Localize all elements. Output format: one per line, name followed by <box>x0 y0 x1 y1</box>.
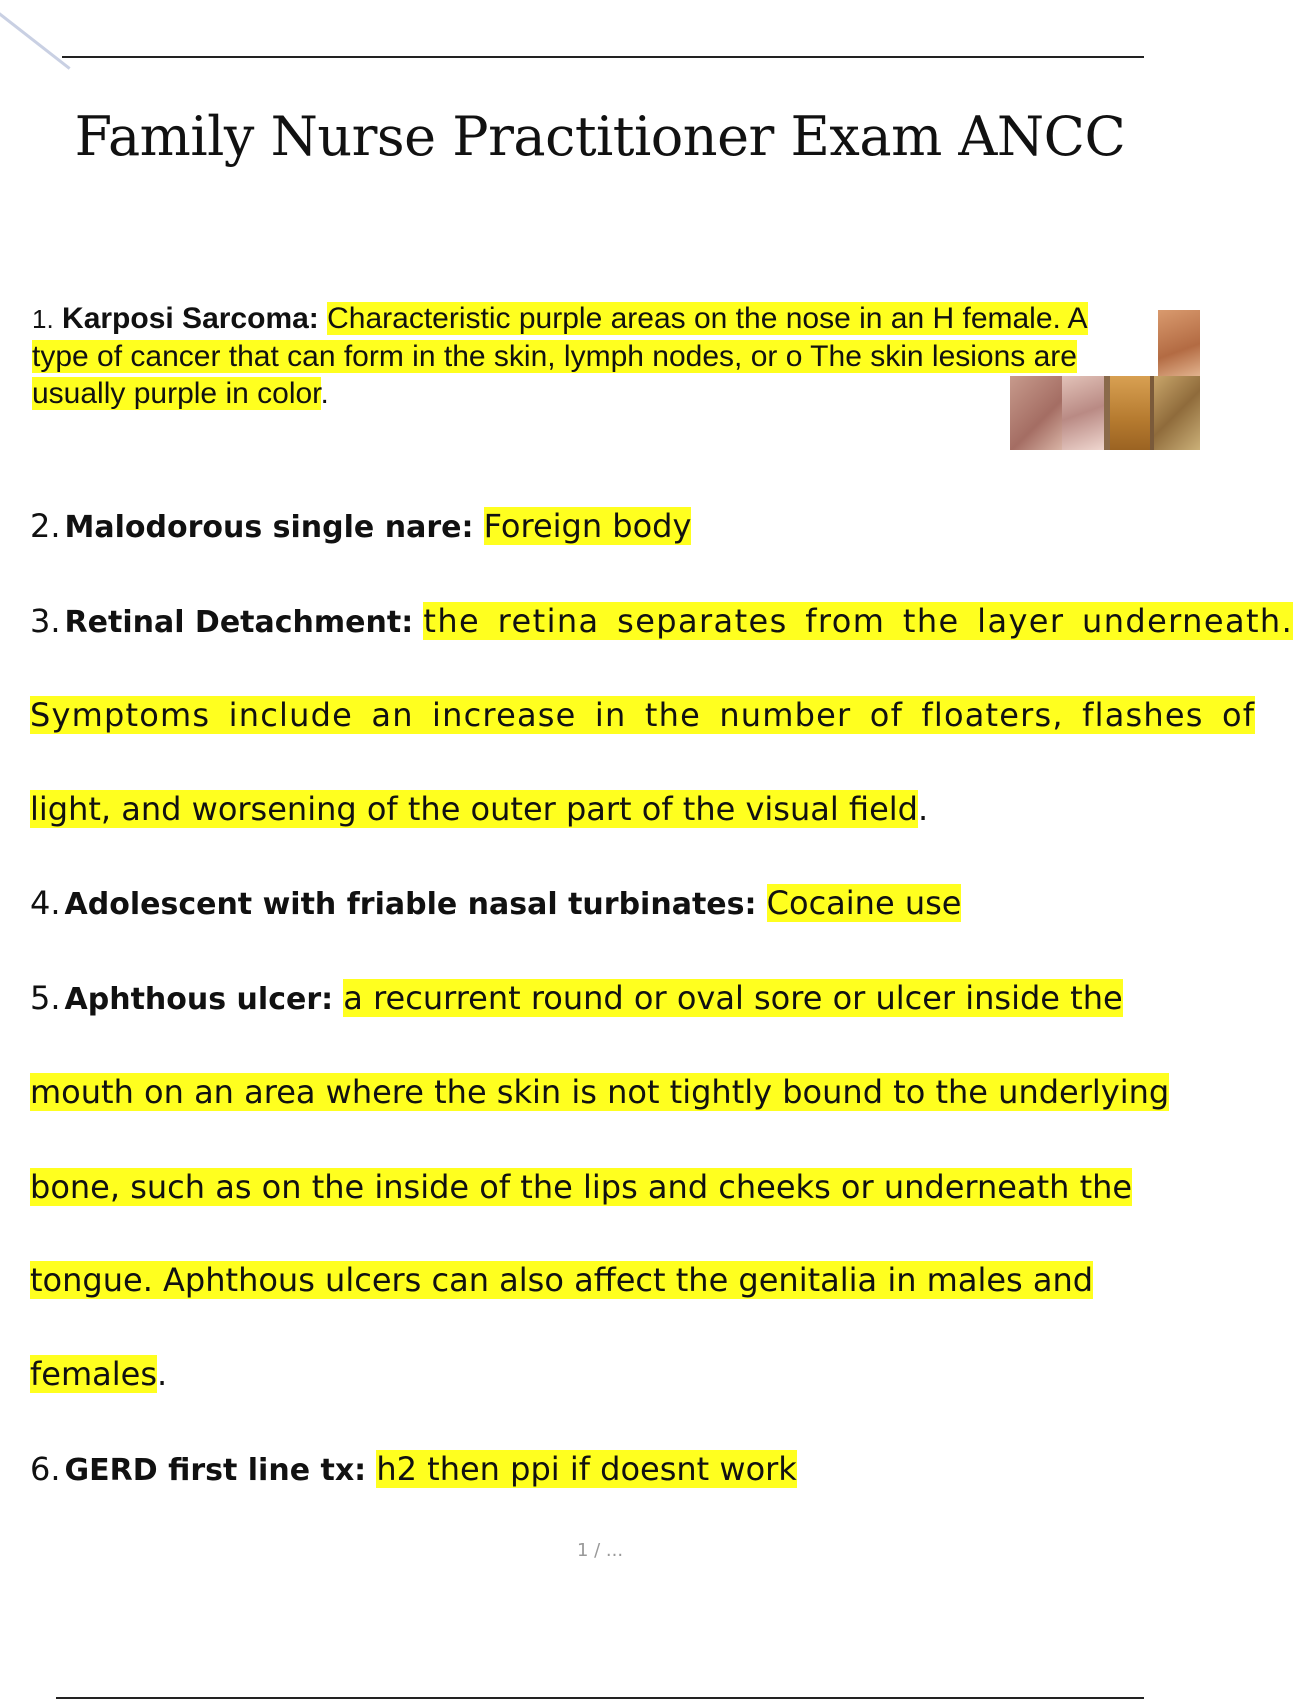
item-definition: the retina separates from the layer underneath. <box>423 602 1293 640</box>
sarcoma-image-top <box>1158 310 1200 376</box>
item-5 <box>30 979 1123 1017</box>
item-4 <box>30 884 961 922</box>
bottom-rule <box>56 1697 1144 1699</box>
item-definition: mouth on an area where the skin is not tightly bound to the underlying <box>30 1073 1170 1111</box>
item-number: 3. <box>30 602 61 640</box>
item-term: Karposi Sarcoma: <box>62 302 319 335</box>
item-trail: . <box>320 377 329 410</box>
item-3 <box>30 602 1293 640</box>
item-2 <box>30 507 691 545</box>
item-definition: Cocaine use <box>766 884 962 922</box>
item-3-line-2 <box>30 696 1255 734</box>
item-5-line-4 <box>30 1261 1093 1299</box>
item-5-line-3 <box>30 1168 1132 1206</box>
sarcoma-image <box>1062 376 1104 450</box>
item-term: Adolescent with friable nasal turbinates: <box>64 887 757 922</box>
corner-decoration <box>0 8 71 69</box>
item-5-line-2 <box>30 1073 1169 1111</box>
item-number: 6. <box>30 1450 61 1488</box>
sarcoma-image <box>1010 376 1062 450</box>
page-number: 1 / ... <box>576 1540 624 1561</box>
item-term: Retinal Detachment: <box>64 605 414 640</box>
item-term: Malodorous single nare: <box>64 510 474 545</box>
item-5-line-5 <box>30 1355 167 1393</box>
item-term: GERD first line tx: <box>64 1453 367 1488</box>
item-definition: type of cancer that can form in the skin, lymph nodes, or o The skin lesions are <box>32 340 1077 373</box>
item-definition: light, and worsening of the outer part of the visual field <box>30 790 918 828</box>
item-definition: Characteristic purple areas on the nose in an H female. A <box>327 302 1088 335</box>
item-number: 2. <box>30 507 61 545</box>
document-title: Family Nurse Practitioner Exam ANCC <box>74 105 1126 168</box>
item-term: Aphthous ulcer: <box>64 982 334 1017</box>
item-1 <box>32 300 1172 412</box>
item-trail: . <box>156 1355 168 1393</box>
item-definition: h2 then ppi if doesnt work <box>376 1450 797 1488</box>
item-definition: usually purple in color <box>32 377 321 410</box>
item-definition: a recurrent round or oval sore or ulcer inside the <box>343 979 1123 1017</box>
item-definition: females <box>30 1355 157 1393</box>
item-trail: . <box>917 790 929 828</box>
item-number: 1. <box>32 304 54 334</box>
item-3-line-3 <box>30 790 928 828</box>
sarcoma-image <box>1110 376 1150 450</box>
item-definition: tongue. Aphthous ulcers can also affect the genitalia in males and <box>30 1261 1094 1299</box>
item-number: 5. <box>30 979 61 1017</box>
item-definition: Foreign body <box>483 507 692 545</box>
item-6 <box>30 1450 797 1488</box>
sarcoma-image-strip <box>1010 376 1200 450</box>
sarcoma-image <box>1154 376 1200 450</box>
item-definition: Symptoms include an increase in the number of floaters, flashes of <box>30 696 1256 734</box>
item-number: 4. <box>30 884 61 922</box>
top-rule <box>62 56 1144 58</box>
item-definition: bone, such as on the inside of the lips and cheeks or underneath the <box>30 1168 1133 1206</box>
